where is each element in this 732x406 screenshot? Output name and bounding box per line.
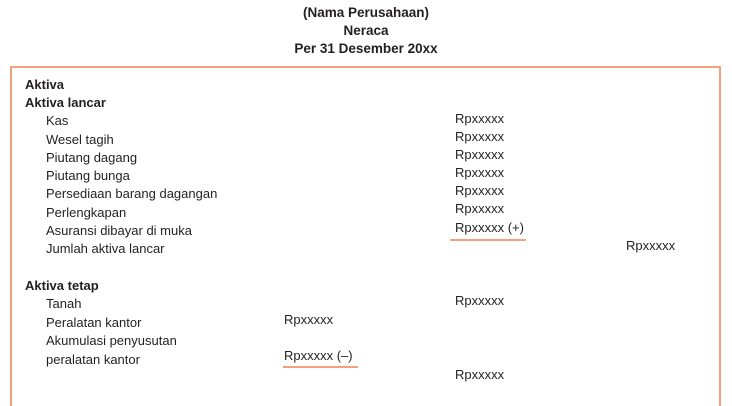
peralatan-value: Rpxxxxx: [284, 312, 334, 327]
subtotal-underline: [283, 366, 358, 368]
item-label: Persediaan barang dagangan: [46, 186, 218, 201]
item-value: Rpxxxxx: [455, 183, 505, 198]
item-value: Rpxxxxx: [455, 201, 505, 216]
akumulasi-value: Rpxxxxx (–): [284, 348, 353, 363]
item-label: Wesel tagih: [46, 132, 114, 147]
tanah-label: Tanah: [46, 296, 82, 311]
item-value: Rpxxxxx: [455, 111, 505, 126]
item-value: Rpxxxxx: [455, 147, 505, 162]
aktiva-lancar-heading: Aktiva lancar: [25, 95, 106, 110]
akumulasi-label: Akumulasi penyusutan: [46, 333, 177, 348]
statement-date: Per 31 Desember 20xx: [294, 41, 438, 56]
item-value: Rpxxxxx (+): [455, 220, 524, 235]
item-label: Kas: [46, 113, 69, 128]
akumulasi-label-cont: peralatan kantor: [46, 352, 140, 367]
statement-title: Neraca: [343, 23, 389, 38]
item-value: Rpxxxxx: [455, 165, 505, 180]
subtotal-underline: [450, 239, 526, 241]
tanah-value: Rpxxxxx: [455, 293, 505, 308]
item-label: Asuransi dibayar di muka: [46, 223, 192, 238]
company-name: (Nama Perusahaan): [302, 5, 430, 20]
item-label: Perlengkapan: [46, 205, 127, 220]
item-label: Piutang bunga: [46, 168, 130, 183]
aktiva-heading: Aktiva: [25, 77, 65, 92]
item-label: Piutang dagang: [46, 150, 138, 165]
peralatan-label: Peralatan kantor: [46, 315, 142, 330]
aktiva-tetap-heading: Aktiva tetap: [25, 278, 99, 293]
total-label: Jumlah aktiva lancar: [46, 241, 165, 256]
net-value: Rpxxxxx: [455, 367, 505, 382]
total-value: Rpxxxxx: [626, 238, 676, 253]
item-value: Rpxxxxx: [455, 129, 505, 144]
